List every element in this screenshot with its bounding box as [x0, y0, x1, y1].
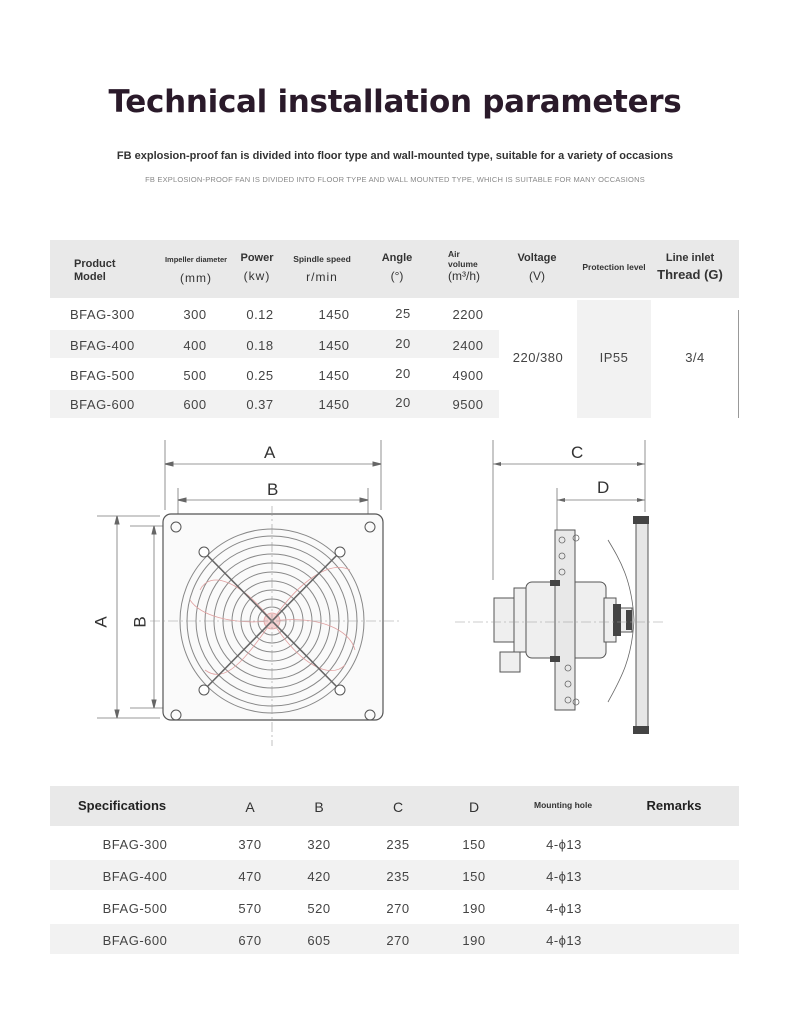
thread-cell — [652, 300, 738, 418]
row-angle: 25 — [395, 306, 411, 321]
row-speed: 1450 — [318, 368, 350, 383]
dim-label-d: D — [597, 478, 610, 497]
spec-model: BFAG-300 — [102, 837, 168, 852]
fan-dimension-drawing — [0, 430, 790, 770]
spec-d: 150 — [462, 837, 486, 852]
header-model-line2: Model — [74, 271, 106, 284]
row-impeller: 500 — [183, 368, 207, 383]
spec-d: 190 — [462, 901, 486, 916]
header-angle — [372, 252, 422, 284]
dim-label-b-vertical: B — [130, 616, 150, 628]
spec-d: 150 — [462, 869, 486, 884]
header-inlet — [650, 252, 730, 283]
header-a: A — [245, 799, 255, 815]
spec-model: BFAG-600 — [102, 933, 168, 948]
row-model: BFAG-300 — [70, 307, 135, 322]
header-voltage — [508, 252, 566, 284]
header-spindle-line1: Spindle speed — [293, 254, 351, 264]
dim-label-a: A — [264, 443, 276, 462]
spec-c: 270 — [386, 901, 410, 916]
header-voltage-line1: Voltage — [517, 252, 557, 264]
spec-hole: 4-ϕ13 — [546, 933, 582, 948]
protection-cell — [577, 300, 651, 418]
header-model — [74, 258, 154, 284]
header-spec: Specifications — [78, 798, 167, 813]
header-power-line2: (kw) — [243, 269, 271, 284]
dim-label-c: C — [571, 443, 584, 462]
spec-hole: 4-ϕ13 — [546, 837, 582, 852]
header-b: B — [314, 799, 324, 815]
header-angle-line1: Angle — [381, 252, 413, 264]
voltage-value: 220/380 — [512, 350, 564, 365]
row-power: 0.18 — [246, 338, 274, 353]
page-title: Technical installation parameters — [108, 84, 682, 120]
header-impeller-line1: Impeller diameter — [164, 255, 228, 264]
spec-c: 270 — [386, 933, 410, 948]
spec-model: BFAG-500 — [102, 901, 168, 916]
header-impeller — [160, 255, 232, 285]
params-table-header — [50, 240, 739, 298]
row-angle: 20 — [395, 336, 411, 351]
header-inlet-line1: Line inlet — [665, 252, 715, 264]
row-model: BFAG-400 — [70, 338, 135, 353]
spec-model: BFAG-400 — [102, 869, 168, 884]
spec-c: 235 — [386, 869, 410, 884]
header-air-line3: (m³/h) — [448, 269, 480, 284]
row-speed: 1450 — [318, 338, 350, 353]
spec-b: 605 — [307, 933, 331, 948]
row-impeller: 600 — [183, 397, 207, 412]
header-protection: Protection level — [582, 262, 646, 272]
spec-a: 470 — [238, 869, 262, 884]
header-power — [235, 252, 279, 284]
header-voltage-line2: (V) — [529, 269, 545, 284]
header-air-line2: volume — [448, 259, 478, 270]
header-d: D — [468, 799, 480, 815]
dim-label-a-vertical: A — [91, 616, 111, 628]
row-model: BFAG-500 — [70, 368, 135, 383]
spec-b: 420 — [307, 869, 331, 884]
header-remarks: Remarks — [646, 798, 702, 813]
subtitle: FB explosion-proof fan is divided into floor type and wall-mounted type, suitable for a variety of occasions — [116, 150, 674, 162]
dim-label-b: B — [267, 480, 279, 499]
spec-c: 235 — [386, 837, 410, 852]
row-power: 0.25 — [246, 368, 274, 383]
row-angle: 20 — [395, 395, 411, 410]
table-border — [738, 310, 739, 418]
header-air-volume — [448, 249, 500, 284]
spec-b: 320 — [307, 837, 331, 852]
row-model: BFAG-600 — [70, 397, 135, 412]
spec-hole: 4-ϕ13 — [546, 869, 582, 884]
spec-a: 570 — [238, 901, 262, 916]
spec-a: 670 — [238, 933, 262, 948]
header-c: C — [392, 799, 404, 815]
row-air: 2200 — [452, 307, 484, 322]
header-inlet-line2: Thread (G) — [657, 267, 723, 283]
spec-b: 520 — [307, 901, 331, 916]
header-power-line1: Power — [240, 252, 274, 264]
spec-a: 370 — [238, 837, 262, 852]
protection-value: IP55 — [599, 350, 629, 365]
row-power: 0.37 — [246, 397, 274, 412]
row-speed: 1450 — [318, 397, 350, 412]
row-air: 4900 — [452, 368, 484, 383]
header-spindle — [287, 254, 357, 285]
spec-d: 190 — [462, 933, 486, 948]
voltage-cell — [500, 300, 576, 418]
row-impeller: 400 — [183, 338, 207, 353]
header-air-line1: Air — [448, 249, 460, 259]
row-air: 9500 — [452, 397, 484, 412]
subtitle-caps: FB EXPLOSION-PROOF FAN IS DIVIDED INTO FLOOR TYPE AND WALL MOUNTED TYPE, WHICH IS SUITABLE FOR MANY OCCASIONS — [145, 175, 645, 184]
header-impeller-line2: (mm) — [180, 271, 212, 285]
header-angle-line2: (°) — [390, 269, 404, 284]
row-speed: 1450 — [318, 307, 350, 322]
header-model-line1: Product — [74, 258, 116, 270]
row-air: 2400 — [452, 338, 484, 353]
spec-hole: 4-ϕ13 — [546, 901, 582, 916]
row-power: 0.12 — [246, 307, 274, 322]
row-impeller: 300 — [183, 307, 207, 322]
thread-value: 3/4 — [685, 350, 705, 365]
header-spindle-line2: r/min — [306, 270, 338, 285]
specs-table-header — [50, 786, 739, 826]
header-mounting-hole: Mounting hole — [534, 800, 593, 810]
row-angle: 20 — [395, 366, 411, 381]
